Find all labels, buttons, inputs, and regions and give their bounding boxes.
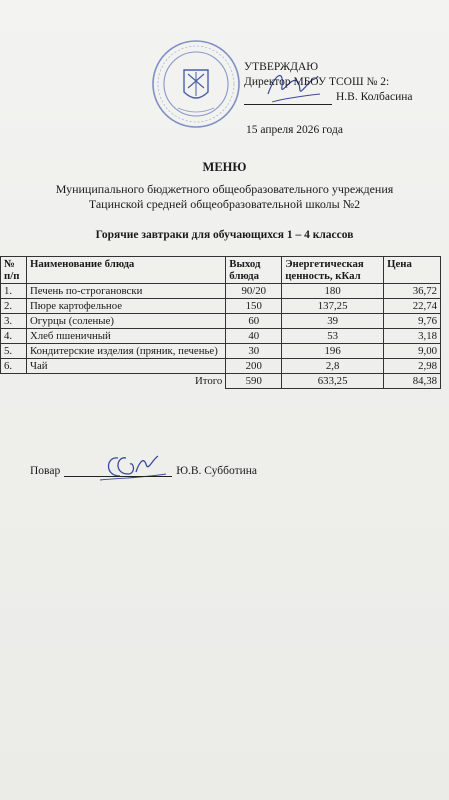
row-num: 1. (1, 284, 27, 299)
table-header-row (1, 257, 441, 284)
row-num: 4. (1, 329, 27, 344)
signature-underline (244, 94, 332, 105)
row-name: Пюре картофельное (26, 299, 225, 314)
header-weight: Выход блюда (226, 257, 282, 284)
row-name: Чай (26, 359, 225, 374)
total-weight: 590 (226, 374, 282, 389)
page-title: МЕНЮ (202, 160, 247, 174)
table-total-row (1, 374, 441, 389)
row-price: 9,00 (384, 344, 441, 359)
director-name: Н.В. Колбасина (336, 91, 413, 103)
approval-block (244, 60, 413, 105)
row-weight: 40 (226, 329, 282, 344)
total-blank (1, 374, 27, 389)
table-row (1, 284, 441, 299)
table-row (1, 299, 441, 314)
row-weight: 60 (226, 314, 282, 329)
approval-heading: УТВЕРЖДАЮ (244, 61, 319, 73)
row-energy: 180 (282, 284, 384, 299)
table-row (1, 314, 441, 329)
school-stamp-seal (150, 38, 242, 130)
row-price: 9,76 (384, 314, 441, 329)
cook-signature-line (64, 466, 172, 477)
total-price: 84,38 (384, 374, 441, 389)
organization-line-2: Тацинской средней общеобразовательной школы №2 (88, 196, 361, 211)
row-energy: 53 (282, 329, 384, 344)
total-energy: 633,25 (282, 374, 384, 389)
approval-signature-line (244, 90, 413, 105)
table-row (1, 359, 441, 374)
row-price: 36,72 (384, 284, 441, 299)
cook-label: Повар (30, 465, 61, 477)
row-weight: 200 (226, 359, 282, 374)
row-name: Кондитерские изделия (пряник, печенье) (26, 344, 225, 359)
row-weight: 30 (226, 344, 282, 359)
row-price: 3,18 (384, 329, 441, 344)
approval-date: 15 апреля 2026 года (246, 124, 343, 136)
menu-subtitle: Горячие завтраки для обучающихся 1 – 4 классов (95, 229, 354, 241)
row-energy: 137,25 (282, 299, 384, 314)
header-num: № п/п (1, 257, 27, 284)
row-num: 2. (1, 299, 27, 314)
organization-name (0, 182, 449, 211)
table-row (1, 329, 441, 344)
cook-signature-block (30, 465, 257, 477)
organization-line-1: Муниципального бюджетного общеобразовательного учреждения (55, 182, 394, 196)
header-name: Наименование блюда (26, 257, 225, 284)
row-num: 6. (1, 359, 27, 374)
row-name: Хлеб пшеничный (26, 329, 225, 344)
approval-director: Директор МБОУ ТСОШ № 2: (244, 76, 390, 88)
row-num: 3. (1, 314, 27, 329)
row-weight: 90/20 (226, 284, 282, 299)
header-price: Цена (384, 257, 441, 284)
row-energy: 39 (282, 314, 384, 329)
cook-name: Ю.В. Субботина (176, 465, 258, 477)
total-label: Итого (26, 374, 225, 389)
row-num: 5. (1, 344, 27, 359)
row-price: 22,74 (384, 299, 441, 314)
row-name: Огурцы (соленые) (26, 314, 225, 329)
menu-table (0, 256, 441, 389)
row-energy: 196 (282, 344, 384, 359)
row-price: 2,98 (384, 359, 441, 374)
row-weight: 150 (226, 299, 282, 314)
row-energy: 2,8 (282, 359, 384, 374)
table-row (1, 344, 441, 359)
header-energy: Энергетическая ценность, кКал (282, 257, 384, 284)
row-name: Печень по-строгановски (26, 284, 225, 299)
